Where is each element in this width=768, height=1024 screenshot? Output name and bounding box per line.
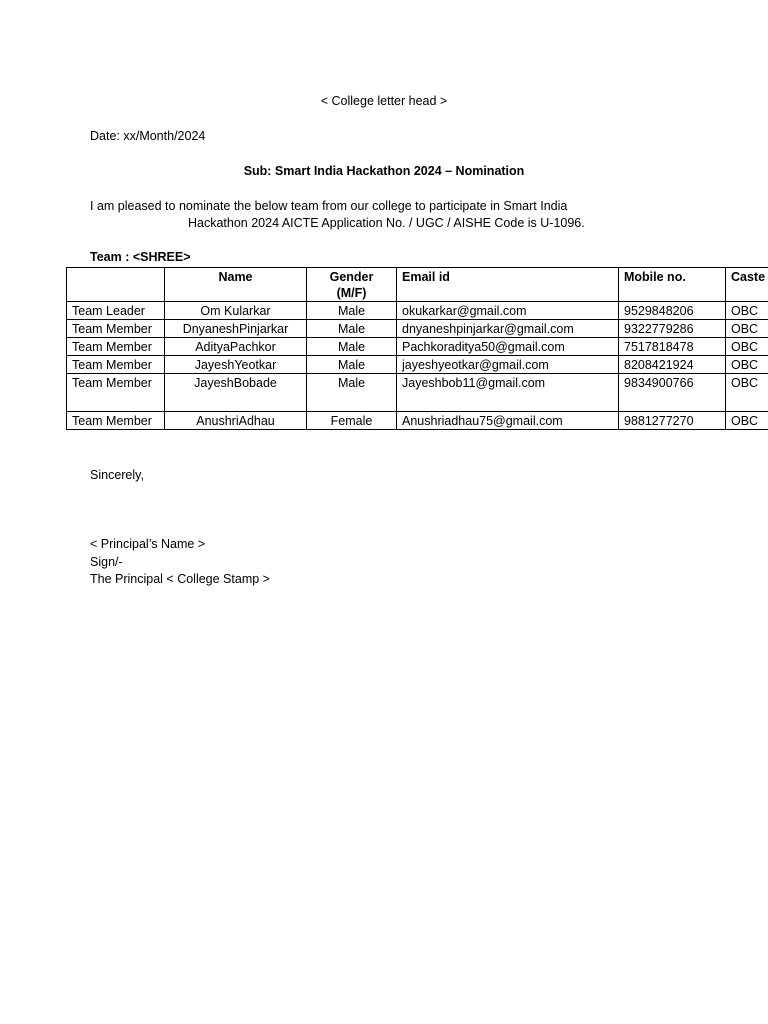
cell-name: JayeshYeotkar <box>165 356 307 374</box>
header-email: Email id <box>397 268 619 302</box>
cell-caste: OBC <box>726 412 768 430</box>
table-row <box>67 302 768 320</box>
letter-body-line-2: Hackathon 2024 AICTE Application No. / UGC / AISHE Code is U-1096. <box>188 216 585 230</box>
cell-mobile: 9529848206 <box>619 302 726 320</box>
cell-gender: Male <box>307 374 397 412</box>
principal-name: < Principal’s Name > <box>90 537 206 551</box>
cell-email: Anushriadhau75@gmail.com <box>397 412 619 430</box>
table-row <box>67 356 768 374</box>
table-row <box>67 374 768 412</box>
header-gender-line-1: Gender <box>329 270 374 284</box>
table-header-row <box>67 268 768 302</box>
cell-role: Team Member <box>67 320 165 338</box>
cell-gender: Male <box>307 356 397 374</box>
header-gender <box>307 268 397 302</box>
principal-stamp-line: The Principal < College Stamp > <box>90 572 270 586</box>
cell-email: Jayeshbob11@gmail.com <box>397 374 619 412</box>
letter-body-line-1: I am pleased to nominate the below team from our college to participate in Smart India <box>90 199 568 213</box>
table-row <box>67 412 768 430</box>
cell-mobile: 9834900766 <box>619 374 726 412</box>
letter-subject: Sub: Smart India Hackathon 2024 – Nomination <box>243 164 525 178</box>
cell-name: JayeshBobade <box>165 374 307 412</box>
cell-role: Team Member <box>67 356 165 374</box>
cell-email: okukarkar@gmail.com <box>397 302 619 320</box>
cell-name: AnushriAdhau <box>165 412 307 430</box>
cell-email: dnyaneshpinjarkar@gmail.com <box>397 320 619 338</box>
letterhead: < College letter head > <box>320 94 448 108</box>
cell-role: Team Member <box>67 412 165 430</box>
team-table <box>66 267 768 430</box>
letter-date: Date: xx/Month/2024 <box>90 129 206 143</box>
cell-caste: OBC <box>726 356 768 374</box>
cell-name: Om Kularkar <box>165 302 307 320</box>
cell-caste: OBC <box>726 374 768 412</box>
cell-name: AdityaPachkor <box>165 338 307 356</box>
cell-mobile: 9322779286 <box>619 320 726 338</box>
cell-email: Pachkoraditya50@gmail.com <box>397 338 619 356</box>
cell-role: Team Member <box>67 338 165 356</box>
table-row <box>67 338 768 356</box>
team-label: Team : <SHREE> <box>90 250 191 264</box>
cell-gender: Male <box>307 338 397 356</box>
cell-mobile: 7517818478 <box>619 338 726 356</box>
header-gender-line-2: (M/F) <box>336 286 367 300</box>
sign-line: Sign/- <box>90 555 123 569</box>
cell-gender: Male <box>307 320 397 338</box>
cell-role: Team Leader <box>67 302 165 320</box>
header-name: Name <box>165 268 307 302</box>
closing-sincerely: Sincerely, <box>90 468 144 482</box>
cell-gender: Male <box>307 302 397 320</box>
header-role <box>67 268 165 302</box>
cell-mobile: 9881277270 <box>619 412 726 430</box>
cell-role: Team Member <box>67 374 165 412</box>
cell-name: DnyaneshPinjarkar <box>165 320 307 338</box>
header-caste: Caste <box>726 268 768 302</box>
cell-caste: OBC <box>726 320 768 338</box>
cell-gender: Female <box>307 412 397 430</box>
cell-caste: OBC <box>726 338 768 356</box>
cell-caste: OBC <box>726 302 768 320</box>
cell-email: jayeshyeotkar@gmail.com <box>397 356 619 374</box>
header-mobile: Mobile no. <box>619 268 726 302</box>
cell-mobile: 8208421924 <box>619 356 726 374</box>
table-row <box>67 320 768 338</box>
